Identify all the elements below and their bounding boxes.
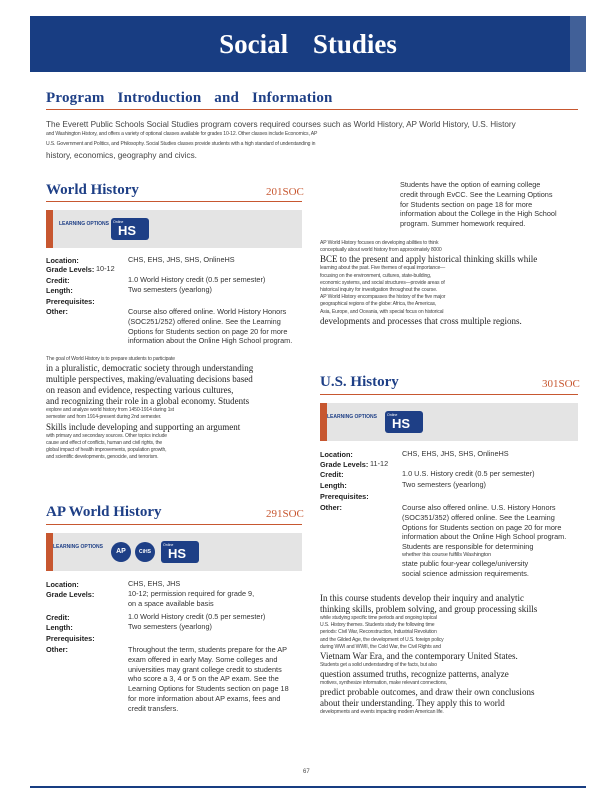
- location-value: CHS, EHS, JHS, SHS, OnlineHS: [402, 449, 509, 458]
- other-value: Throughout the term, students prepare for the AP exam offered in early May. Some colleges and universities may grant college credit to students who score a 3, 4 or 5 on the AP exam. See the Learning Options for Students section on page 18 for more information about AP exams, fees and credit transfers.: [128, 645, 289, 713]
- other-label: Other:: [46, 307, 68, 316]
- length-label: Length:: [46, 623, 73, 632]
- learning-options-label: LEARNING OPTIONS: [53, 544, 104, 550]
- location-label: Location:: [46, 256, 79, 265]
- intro-line-4: history, economics, geography and civics.: [46, 151, 197, 160]
- online-hs-icon: Online HS: [161, 541, 199, 563]
- ap-world-history-code: 291SOC: [266, 508, 304, 520]
- world-history-learning-options: [46, 210, 302, 248]
- length-value: Two semesters (yearlong): [128, 285, 212, 294]
- length-value: Two semesters (yearlong): [402, 480, 486, 489]
- online-hs-icon: Online HS: [385, 411, 423, 433]
- prerequisites-label: Prerequisites:: [320, 492, 369, 501]
- us-history-code: 301SOC: [542, 378, 580, 390]
- page-title: Social Studies: [219, 29, 397, 59]
- grade-levels-label: Grade Levels:: [46, 265, 95, 274]
- other-label: Other:: [320, 503, 342, 512]
- grade-levels-label: Grade Levels:: [320, 460, 369, 469]
- footer-divider: [30, 786, 586, 788]
- length-label: Length:: [320, 481, 347, 490]
- location-value: CHS, EHS, JHS: [128, 579, 181, 588]
- credit-value: 1.0 World History credit (0.5 per semester): [128, 275, 266, 284]
- intro-line-1: The Everett Public Schools Social Studies program covers required courses such as World History, AP World History, U.S. History: [46, 120, 516, 129]
- grade-levels-value: 10-12: [96, 264, 115, 273]
- learning-options-label: LEARNING OPTIONS: [59, 221, 110, 227]
- ap-world-history-learning-options: [46, 533, 302, 571]
- location-label: Location:: [46, 580, 79, 589]
- credit-value: 1.0 U.S. History credit (0.5 per semester): [402, 469, 535, 478]
- world-history-divider: [46, 201, 302, 202]
- location-value: CHS, EHS, JHS, SHS, OnlineHS: [128, 255, 235, 264]
- page-number: 67: [303, 769, 310, 775]
- banner-ribbon: [570, 16, 586, 72]
- intro-line-2: and Washington History, and offers a variety of optional classes available for grades 10-12. Other classes include Economics, AP: [46, 131, 318, 137]
- learning-options-label: LEARNING OPTIONS: [327, 414, 378, 420]
- online-hs-icon: Online HS: [111, 218, 149, 240]
- grade-levels-label: Grade Levels:: [46, 590, 95, 599]
- other-label: Other:: [46, 645, 68, 654]
- grade-levels-value: 11-12: [370, 459, 389, 468]
- ap-world-history-divider: [46, 524, 302, 525]
- location-label: Location:: [320, 450, 353, 459]
- us-history-title: U.S. History: [320, 374, 399, 390]
- ap-world-history-title: AP World History: [46, 504, 162, 520]
- other-value: Course also offered online. World History Honors (SOC251/252) offered online. See the Learning Options for Students section on page 20 for more information about the Online High School program.: [128, 307, 293, 346]
- other-value: Course also offered online. U.S. History Honors (SOC351/352) offered online. See the Learning Options for Students section on page 20 for more information about the Online High School program. Students are responsible for determining whether this course fulfills Washington state public four-year college/university social science admission requirements.: [402, 503, 567, 578]
- credit-label: Credit:: [46, 276, 70, 285]
- world-history-code: 201SOC: [266, 186, 304, 198]
- page-banner: [30, 16, 586, 72]
- us-history-divider: [320, 394, 578, 395]
- world-history-title: World History: [46, 182, 139, 198]
- length-value: Two semesters (yearlong): [128, 622, 212, 631]
- us-history-learning-options: [320, 403, 578, 441]
- credit-label: Credit:: [320, 470, 344, 479]
- credit-value: 1.0 World History credit (0.5 per semester): [128, 612, 266, 621]
- world-history-description: The goal of World History is to prepare students to participate in a pluralistic, democratic society through understanding multiple perspectives, making/evaluating decisions based on reason and evidence, respecting various cultures, and recognizing their role in a global economy. Students explore and analyze world history from 1450-1914 during 1st semester and from 1914-present during 2nd semester. Skills include developing and supporting an argument with primary and secondary sources. Other topics include cause and effect of conflicts, human and civil rights, the global impact of health improvements, population growth, and scientific developments, genocide, and terrorism.: [46, 356, 254, 461]
- credit-label: Credit:: [46, 613, 70, 622]
- college-in-high-school-icon: CiHS: [135, 542, 155, 562]
- us-history-description: In this course students develop their inquiry and analytic thinking skills, problem solving, and group processing skills while studying specific time periods and ongoing topical U.S. History themes. Students study the following time periods: Civil War, Reconstruction, Industrial Revolution and the Gilded Age, the development of U.S. foreign policy during WWI and WWII, the Cold War, the Civil Rights and Vietnam War Era, and the contemporary United States. Students get a solid understanding of the facts, but also question assumed truths, recognize patterns, analyze motives, synthesize information, make relevant connections, predict probable outcomes, and draw their own conclusions about their understanding. They apply this to world developments and events impacting modern American life.: [320, 593, 538, 716]
- ap-icon: AP: [111, 542, 131, 562]
- prerequisites-label: Prerequisites:: [46, 297, 95, 306]
- intro-heading: Program Introduction and Information: [46, 90, 333, 106]
- ap-world-continued: Students have the option of earning college credit through EvCC. See the Learning Options for Students section on page 18 for more information about the College in the High School program. Summer homework required.: [400, 180, 557, 229]
- intro-divider: [46, 109, 578, 110]
- length-label: Length:: [46, 286, 73, 295]
- prerequisites-label: Prerequisites:: [46, 634, 95, 643]
- grade-levels-value: 10-12; permission required for grade 9, on a space available basis: [128, 589, 255, 608]
- intro-line-3: U.S. Government and Politics, and Philosophy. Social Studies classes provide students with a high standard of understanding in: [46, 141, 316, 147]
- ap-world-description: AP World History focuses on developing abilities to think conceptually about world history from approximately 8000 BCE to the present and apply historical thinking skills while learning about the past. Five themes of equal importance— focusing on the environment, cultures, state-building, economic systems, and social structures—provide areas of historical inquiry for investigation throughout the course. AP World History encompasses the history of the five major geographical regions of the globe: Africa, the Americas, Asia, Europe, and Oceania, with special focus on historical developments and processes that cross multiple regions.: [320, 240, 538, 326]
